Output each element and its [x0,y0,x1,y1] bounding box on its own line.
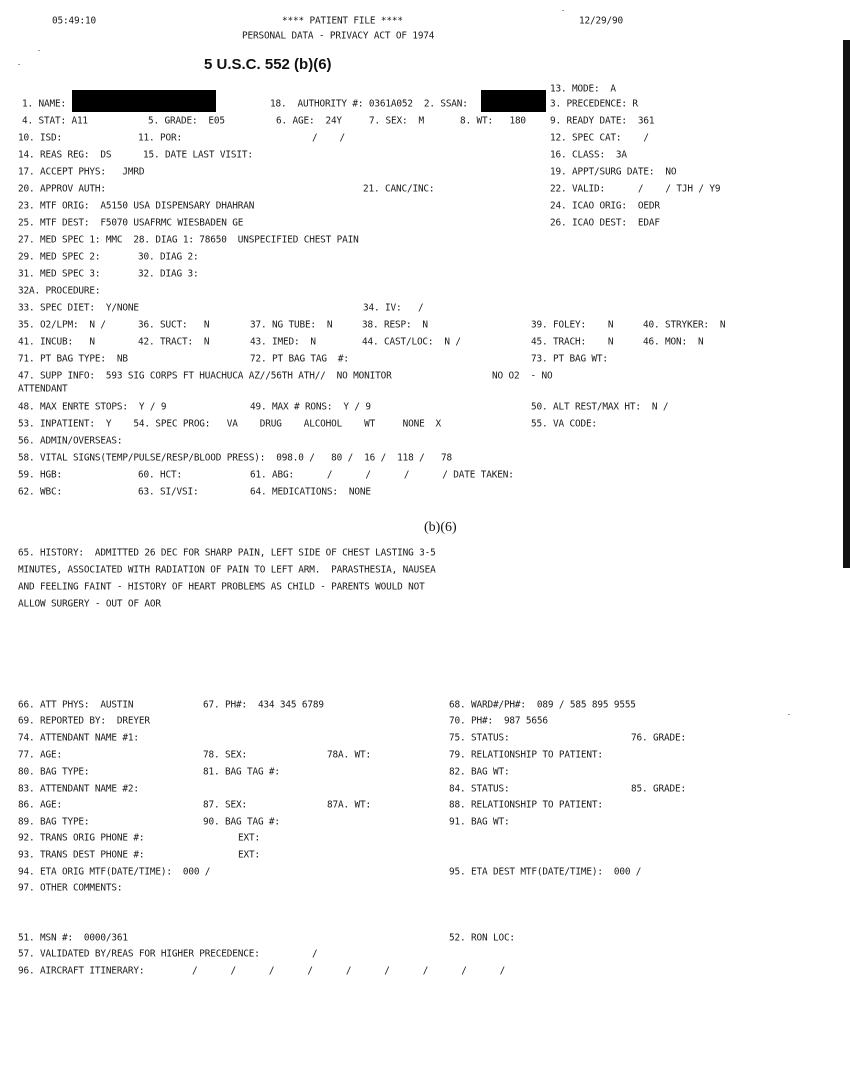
field-foley: 39. FOLEY: N [531,319,614,331]
exemption-stamp: (b)(6) [424,520,457,535]
field-attendant-name-2: 83. ATTENDANT NAME #2: [18,783,139,795]
field-grade: 5. GRADE: E05 [148,115,225,127]
field-med-spec-3: 31. MED SPEC 3: [18,268,101,280]
field-attendant-age-2: 86. AGE: [18,799,62,811]
field-reas-reg: 14. REAS REG: DS [18,149,112,161]
field-medications: 64. MEDICATIONS: NONE [250,486,371,498]
field-validated-by-value: / [312,948,318,960]
field-attendant-bag-tag-1: 81. BAG TAG #: [203,766,280,778]
field-attendant-bag-tag-2: 90. BAG TAG #: [203,816,280,828]
field-pt-bag-wt: 73. PT BAG WT: [531,353,608,365]
field-procedure: 32A. PROCEDURE: [18,285,101,297]
field-sex: 7. SEX: M [369,115,424,127]
field-class: 16. CLASS: 3A [550,149,627,161]
field-attendant-grade-1: 76. GRADE: [631,732,686,744]
field-supp-info-cont: ATTENDANT [18,383,68,395]
field-trans-dest-phone: 93. TRANS DEST PHONE #: [18,849,145,861]
field-alt-rest: 50. ALT REST/MAX HT: N / [531,401,669,413]
field-stryker: 40. STRYKER: N [643,319,726,331]
field-appt-surg-date: 19. APPT/SURG DATE: NO [550,166,677,178]
field-spec-diet: 33. SPEC DIET: Y/NONE [18,302,139,314]
field-va-code: 55. VA CODE: [531,418,597,430]
field-abg: 61. ABG: / / / / DATE TAKEN: [250,469,514,481]
field-reported-by: 69. REPORTED BY: DREYER [18,715,150,727]
redaction-ssan [481,90,546,112]
field-wbc: 62. WBC: [18,486,62,498]
history-line: AND FEELING FAINT - HISTORY OF HEART PROBLEMS AS CHILD - PARENTS WOULD NOT [18,581,425,593]
scan-speck [788,714,790,715]
history-line: MINUTES, ASSOCIATED WITH RADIATION OF PAIN TO LEFT ARM. PARASTHESIA, NAUSEA [18,564,436,576]
field-valid: 22. VALID: / / TJH / Y9 [550,183,721,195]
history-line: 65. HISTORY: ADMITTED 26 DEC FOR SHARP PAIN, LEFT SIDE OF CHEST LASTING 3-5 [18,547,436,559]
field-trans-dest-ext: EXT: [238,849,260,861]
field-attendant-bag-wt-1: 82. BAG WT: [449,766,510,778]
field-name: 1. NAME: [22,98,66,110]
field-admin-overseas: 56. ADMIN/OVERSEAS: [18,435,123,447]
field-attendant-sex-1: 78. SEX: [203,749,247,761]
field-diag-2: 30. DIAG 2: [138,251,199,263]
field-med-spec-1: 27. MED SPEC 1: MMC 28. DIAG 1: 78650 UNSPECIFIED CHEST PAIN [18,234,359,246]
header-date: 12/29/90 [579,15,623,27]
scan-edge-shadow [843,40,850,568]
field-attendant-sex-2: 87. SEX: [203,799,247,811]
field-trans-orig-ext: EXT: [238,832,260,844]
field-attendant-age-1: 77. AGE: [18,749,62,761]
field-attendant-bag-type-2: 89. BAG TYPE: [18,816,90,828]
field-aircraft-itinerary-values: / / / / / / / / / [192,965,506,977]
field-diag-3: 32. DIAG 3: [138,268,199,280]
field-attendant-wt-1: 78A. WT: [327,749,371,761]
field-attendant-status-1: 75. STATUS: [449,732,510,744]
field-att-phys: 66. ATT PHYS: AUSTIN [18,699,134,711]
field-isd: 10. ISD: [18,132,62,144]
field-por-date: / / [312,132,345,144]
field-iv: 34. IV: / [363,302,424,314]
field-attendant-grade-2: 85. GRADE: [631,783,686,795]
field-max-rons: 49. MAX # RONS: Y / 9 [250,401,371,413]
field-hgb: 59. HGB: [18,469,62,481]
field-ron-loc: 52. RON LOC: [449,932,515,944]
field-precedence: 3. PRECEDENCE: R [550,98,638,110]
field-med-spec-2: 29. MED SPEC 2: [18,251,101,263]
field-ng-tube: 37. NG TUBE: N [250,319,333,331]
scan-speck [562,10,564,11]
field-hct: 60. HCT: [138,469,182,481]
field-attendant-status-2: 84. STATUS: [449,783,510,795]
field-pt-bag-tag: 72. PT BAG TAG #: [250,353,349,365]
field-pt-bag-type: 71. PT BAG TYPE: NB [18,353,128,365]
field-trach: 45. TRACH: N [531,336,614,348]
field-icao-dest: 26. ICAO DEST: EDAF [550,217,660,229]
field-stat: 4. STAT: A11 [22,115,88,127]
field-incub: 41. INCUB: N [18,336,95,348]
field-mtf-dest: 25. MTF DEST: F5070 USAFRMC WIESBADEN GE [18,217,244,229]
field-validated-by: 57. VALIDATED BY/REAS FOR HIGHER PRECEDENCE: [18,948,260,960]
field-accept-phys: 17. ACCEPT PHYS: JMRD [18,166,145,178]
field-vital-signs: 58. VITAL SIGNS(TEMP/PULSE/RESP/BLOOD PRESS): 098.0 / 80 / 16 / 118 / 78 [18,452,453,464]
field-supp-info-o2: NO O2 - NO [492,370,553,382]
field-attendant-wt-2: 87A. WT: [327,799,371,811]
field-suct: 36. SUCT: N [138,319,210,331]
field-age: 6. AGE: 24Y [276,115,342,127]
privacy-notice: PERSONAL DATA - PRIVACY ACT OF 1974 [242,30,435,42]
field-mode: 13. MODE: A [550,83,616,95]
field-ward-phone: 68. WARD#/PH#: 089 / 585 895 9555 [449,699,636,711]
field-attendant-bag-wt-2: 91. BAG WT: [449,816,510,828]
field-authority-ssan: 18. AUTHORITY #: 0361A052 2. SSAN: [270,98,468,110]
field-si-vsi: 63. SI/VSI: [138,486,199,498]
field-weight: 8. WT: 180 [460,115,526,127]
field-cast-loc: 44. CAST/LOC: N / [362,336,461,348]
field-canc-inc: 21. CANC/INC: [363,183,435,195]
field-attendant-name-1: 74. ATTENDANT NAME #1: [18,732,139,744]
foia-exemption-stamp: 5 U.S.C. 552 (b)(6) [204,56,332,73]
field-o2-lpm: 35. O2/LPM: N / [18,319,106,331]
field-eta-orig-mtf: 94. ETA ORIG MTF(DATE/TIME): 000 / [18,866,211,878]
field-supp-info: 47. SUPP INFO: 593 SIG CORPS FT HUACHUCA AZ//56TH ATH// NO MONITOR [18,370,392,382]
field-inpatient-spec-prog: 53. INPATIENT: Y 54. SPEC PROG: VA DRUG ALCOHOL WT NONE X [18,418,442,430]
field-icao-orig: 24. ICAO ORIG: OEDR [550,200,660,212]
field-attendant-bag-type-1: 80. BAG TYPE: [18,766,90,778]
field-mtf-orig: 23. MTF ORIG: A5150 USA DISPENSARY DHAHRAN [18,200,255,212]
field-attendant-relationship-1: 79. RELATIONSHIP TO PATIENT: [449,749,603,761]
header-time: 05:49:10 [52,15,96,27]
field-ready-date: 9. READY DATE: 361 [550,115,655,127]
field-approv-auth: 20. APPROV AUTH: [18,183,106,195]
field-tract: 42. TRACT: N [138,336,210,348]
field-trans-orig-phone: 92. TRANS ORIG PHONE #: [18,832,145,844]
header-title: **** PATIENT FILE **** [282,15,403,27]
field-att-phys-phone: 67. PH#: 434 345 6789 [203,699,324,711]
field-spec-cat: 12. SPEC CAT: / [550,132,649,144]
field-max-enrte-stops: 48. MAX ENRTE STOPS: Y / 9 [18,401,167,413]
scan-speck [38,50,40,51]
scan-speck [18,64,20,65]
field-reported-phone: 70. PH#: 987 5656 [449,715,548,727]
field-attendant-relationship-2: 88. RELATIONSHIP TO PATIENT: [449,799,603,811]
field-date-last-visit: 15. DATE LAST VISIT: [143,149,253,161]
field-msn: 51. MSN #: 0000/361 [18,932,128,944]
field-por: 11. POR: [138,132,182,144]
field-eta-dest-mtf: 95. ETA DEST MTF(DATE/TIME): 000 / [449,866,642,878]
field-other-comments: 97. OTHER COMMENTS: [18,882,123,894]
field-imed: 43. IMED: N [250,336,316,348]
field-aircraft-itinerary: 96. AIRCRAFT ITINERARY: [18,965,145,977]
field-resp: 38. RESP: N [362,319,428,331]
redaction-name [72,90,216,112]
history-line: ALLOW SURGERY - OUT OF AOR [18,598,161,610]
field-mon: 46. MON: N [643,336,704,348]
